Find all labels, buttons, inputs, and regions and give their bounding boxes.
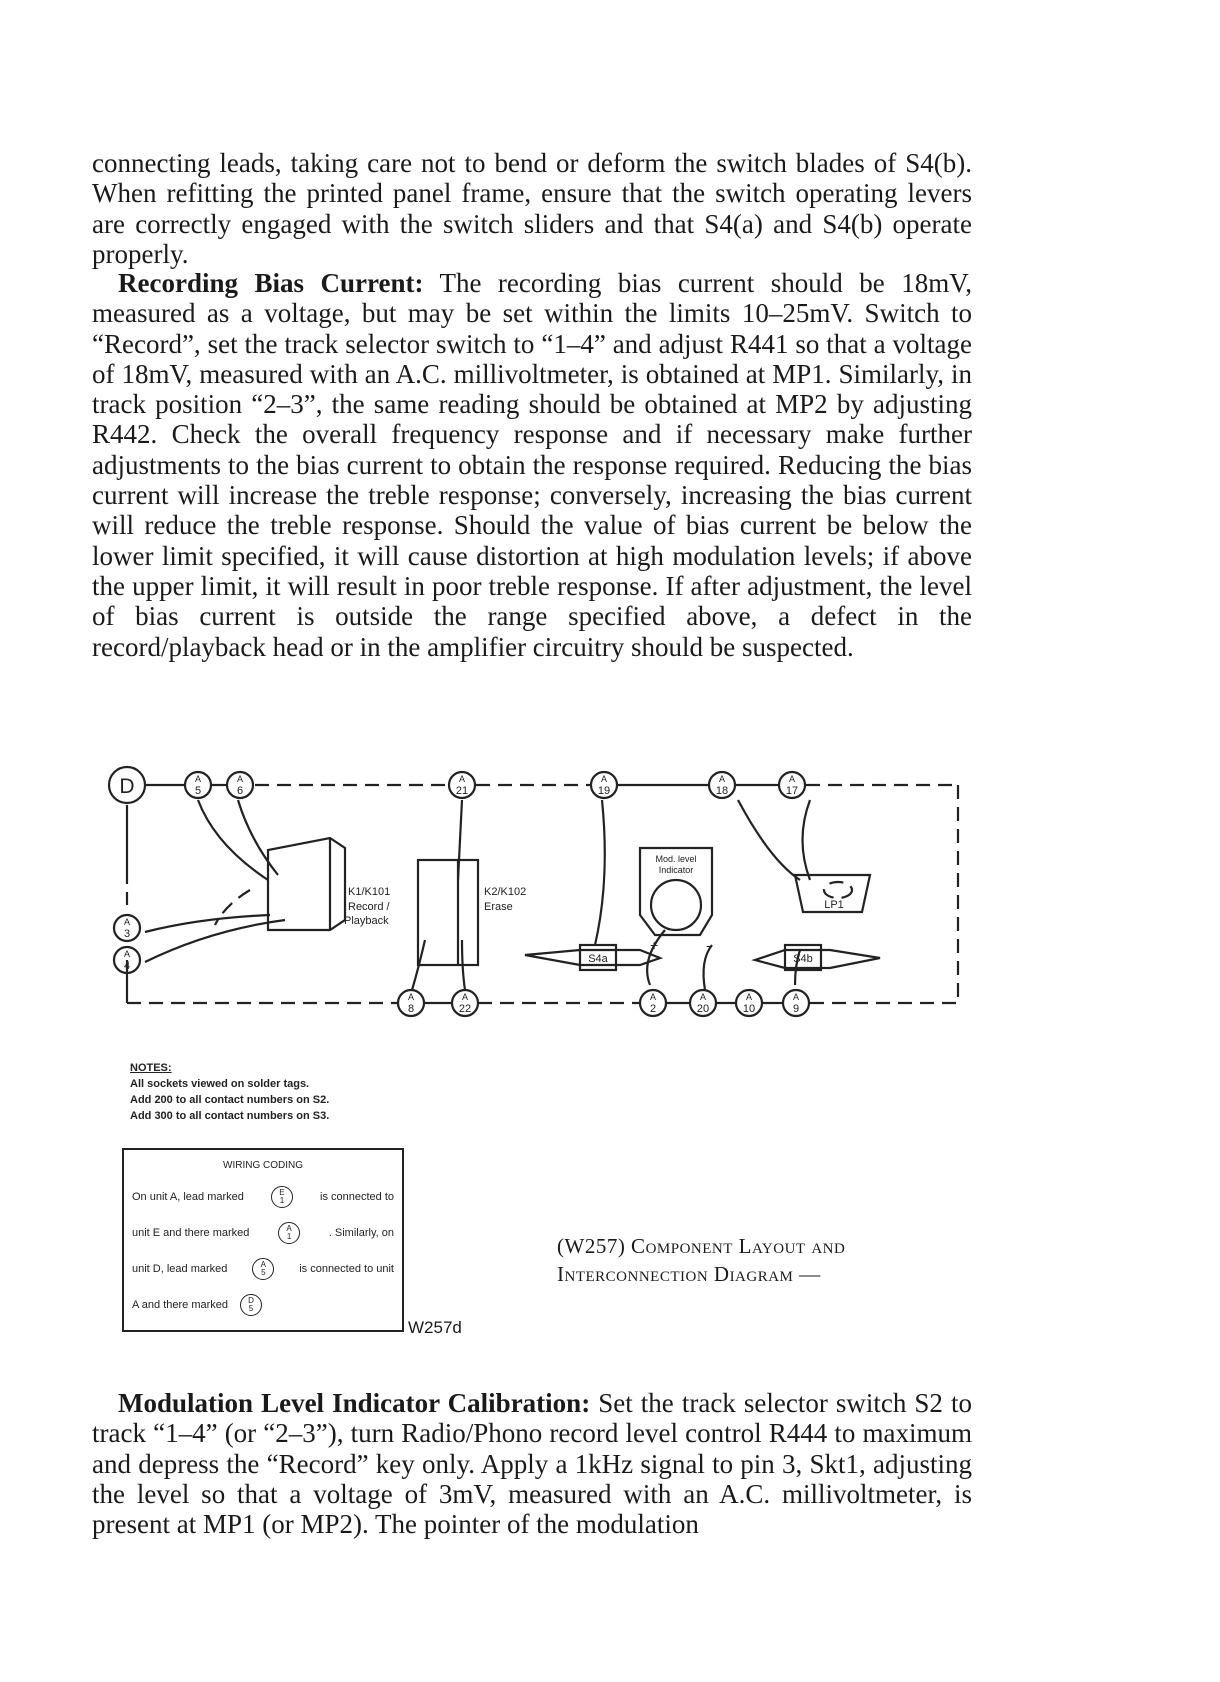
code-circle-a1: A 1 [278, 1222, 300, 1244]
k2-erase-label: Erase [484, 901, 513, 913]
svg-text:A: A [718, 774, 726, 784]
svg-text:A: A [123, 949, 131, 959]
diagram-notes [130, 1060, 329, 1124]
contact-a20 [690, 990, 716, 1016]
svg-text:22: 22 [458, 1003, 472, 1015]
contact-a3 [114, 915, 140, 941]
svg-text:19: 19 [597, 785, 611, 797]
coding-row-2: unit E and there marked A 1 . Similarly, on [132, 1222, 394, 1244]
figure-caption [557, 1232, 845, 1288]
unit-d-label: D [119, 775, 135, 798]
svg-text:17: 17 [785, 785, 799, 797]
coding-row-3: unit D, lead marked A 5 is connected to unit [132, 1258, 394, 1280]
svg-text:A: A [461, 992, 469, 1002]
contact-a4 [114, 947, 140, 973]
code-circle-d5: D 5 [240, 1294, 262, 1316]
contact-a5 [185, 772, 211, 798]
svg-text:A: A [600, 774, 608, 784]
notes-line-2: Add 200 to all contact numbers on S2. [130, 1094, 330, 1106]
contact-a2 [640, 990, 666, 1016]
svg-text:A: A [788, 774, 796, 784]
svg-text:2: 2 [649, 1003, 657, 1015]
svg-text:9: 9 [792, 1003, 800, 1015]
notes-line-3: Add 300 to all contact numbers on S3. [130, 1110, 330, 1122]
svg-text:20: 20 [696, 1003, 710, 1015]
contact-a18 [709, 772, 735, 798]
code-circle-a5: A 5 [252, 1258, 274, 1280]
svg-text:3: 3 [123, 928, 131, 940]
contact-a22 [452, 990, 478, 1016]
svg-text:6: 6 [236, 785, 244, 797]
paragraph-switch-blades: connecting leads, taking care not to bend or deform the switch blades of S4(b). When refitting the printed panel frame, ensure that the switch operating levers are correctly engaged with the switch sliders and that S4(a) and S4(b) operate properly. [92, 148, 972, 269]
k1-playback-label: Playback [344, 915, 389, 927]
meter-label-2: Indicator [658, 865, 694, 875]
text-recording-bias: The recording bias current should be 18mV, measured as a voltage, but may be set within the limits 10–25mV. Switch to “Record”, set the track selector switch to “1–4” and adjust R441 so that a voltage of 18mV, measured with an A.C. millivoltmeter, is obtained at MP1. Similarly, in track position “2–3”, the same reading should be obtained at MP2 by adjusting R442. Check the overall frequency response and if necessary make further adjustments to the bias current to obtain the response required. Reducing the bias current will increase the treble response; conversely, increasing the bias current will reduce the treble response. Should the value of bias current be below the lower limit specified, it will cause distortion at high modulation levels; if above the upper limit, it will result in poor treble response. If after adjustment, the level of bias current is outside the range specified above, a defect in the record/playback head or in the amplifier circuitry should be suspected. [92, 268, 972, 662]
svg-text:A: A [699, 992, 707, 1002]
svg-text:A: A [123, 917, 131, 927]
lp1-label: LP1 [824, 899, 844, 911]
k2-label: K2/K102 [484, 886, 527, 898]
s4b-label: S4b [793, 953, 813, 965]
heading-modulation-calibration: Modulation Level Indicator Calibration: [118, 1388, 591, 1418]
caption-line-1: (W257) Component Layout and [557, 1234, 846, 1258]
coding-row-1: On unit A, lead marked E 1 is connected to [132, 1186, 394, 1208]
contact-a9 [783, 990, 809, 1016]
wiring-coding-box [122, 1148, 404, 1332]
code-circle-e1: E 1 [271, 1186, 293, 1208]
contact-a17 [779, 772, 805, 798]
k1-record-label: Record / [348, 901, 390, 913]
meter-plus: + [650, 937, 659, 953]
wiring-coding-title: WIRING CODING [223, 1160, 303, 1171]
svg-text:A: A [407, 992, 415, 1002]
paragraph-modulation-calibration [92, 1388, 972, 1539]
meter-minus: - [706, 937, 711, 953]
contact-a6 [227, 772, 253, 798]
figure-reference: W257d [408, 1318, 462, 1337]
svg-text:18: 18 [715, 785, 729, 797]
notes-line-1: All sockets viewed on solder tags. [130, 1078, 310, 1090]
svg-text:21: 21 [455, 785, 469, 797]
k1-label: K1/K101 [348, 886, 391, 898]
svg-text:10: 10 [742, 1003, 756, 1015]
svg-text:A: A [792, 992, 800, 1002]
svg-text:A: A [458, 774, 466, 784]
caption-line-2: Interconnection Diagram — [557, 1262, 821, 1286]
text-modulation-calibration: Set the track selector switch S2 to track “1–4” (or “2–3”), turn Radio/Phono record level control R444 to maximum and depress the “Record” key only. Apply a 1kHz signal to pin 3, Skt1, adjusting the level so that a voltage of 3mV, measured with an A.C. millivoltmeter, is present at MP1 (or MP2). The pointer of the modulation [92, 1388, 972, 1540]
meter-label: Mod. level [655, 854, 697, 864]
svg-text:A: A [194, 774, 202, 784]
svg-text:A: A [649, 992, 657, 1002]
notes-heading: NOTES: [130, 1062, 172, 1074]
svg-text:A: A [236, 774, 244, 784]
coding-row-4: A and there marked D 5 [132, 1294, 394, 1316]
svg-text:5: 5 [194, 785, 202, 797]
contact-a8 [398, 990, 424, 1016]
svg-text:4: 4 [123, 960, 131, 972]
contact-a10 [736, 990, 762, 1016]
svg-text:A: A [745, 992, 753, 1002]
s4a-label: S4a [588, 953, 608, 965]
contact-a21 [449, 772, 475, 798]
svg-text:8: 8 [407, 1003, 415, 1015]
heading-recording-bias: Recording Bias Current: [118, 268, 424, 298]
contact-a19 [591, 772, 617, 798]
